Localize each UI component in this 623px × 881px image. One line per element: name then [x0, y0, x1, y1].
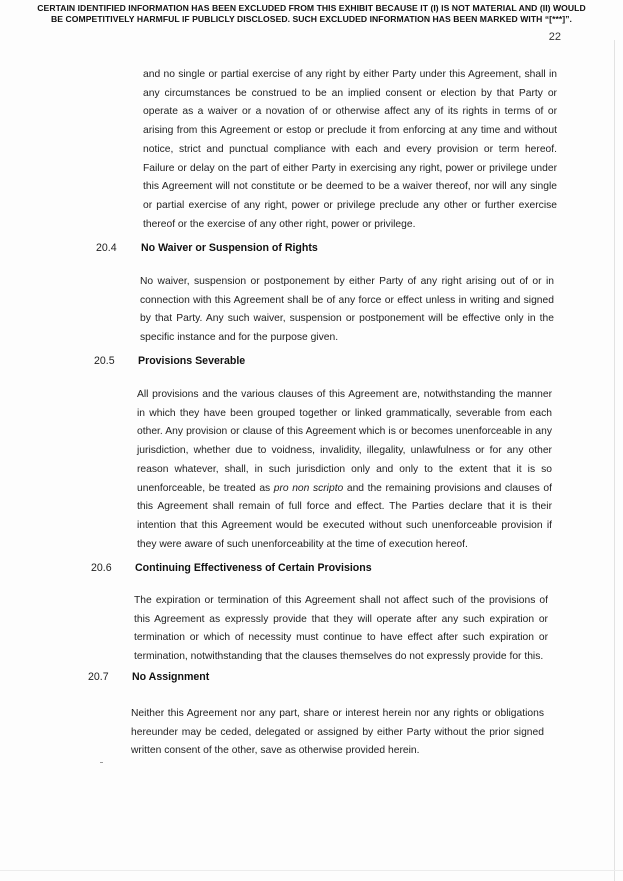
scan-mark: [100, 762, 103, 763]
section-heading: Provisions Severable: [138, 355, 246, 367]
latin-phrase: pro non scripto: [273, 482, 344, 494]
section-paragraph: The expiration or termination of this Agreement shall not affect such of the provisions of this Agreement as expressly provide that they will operate after any such expiration or termination or which of necessity must continue to have effect after such expiration or termination, notwithstanding that the clauses themselves do not expressly provide for this.: [134, 595, 548, 663]
severable-text-part-1: All provisions and the various clauses of this Agreement are, notwithstanding the manner in which they have been grouped together or linked grammatically, severable from each other. Any provision or clause of this Agreement which is or becomes unenforceable in any jurisdiction, whether due to voidness, invalidity, illegality, unlawfulness or for any other reason whatever, shall, in such jurisdiction only and only to the extent that it is so unenforceable, be treated as: [137, 389, 552, 494]
section-heading: No Waiver or Suspension of Rights: [141, 242, 318, 254]
section-paragraph: Neither this Agreement nor any part, share or interest herein nor any rights or obligations hereunder may be ceded, delegated or assigned by either Party without the prior signed written consent of the other, save as otherwise provided herein.: [131, 708, 544, 757]
section-number: 20.5: [94, 355, 115, 367]
continuation-paragraph: and no single or partial exercise of any right by either Party under this Agreement, shall in any circumstances be construed to be an implied consent or election by that Party or operate as a waiver or a novation of or otherwise affect any of its rights in terms of or arising from this Agreement or estop or preclude it from enforcing at any time and without notice, strict and punctual compliance with each and every provision or term hereof. Failure or delay on the part of either Party in exercising any right, power or privilege under this Agreement will not constitute or be deemed to be a waiver thereof, nor will any single or partial exercise of any right, power or privilege preclude any other or further exercise thereof or the exercise of any other right, power or privilege.: [143, 69, 557, 230]
section-heading: Continuing Effectiveness of Certain Provisions: [135, 562, 372, 574]
page-edge-line: [614, 40, 615, 881]
page-number: 22: [548, 31, 561, 43]
page-bottom-line: [0, 870, 623, 871]
section-paragraph: No waiver, suspension or postponement by either Party of any right arising out of or in connection with this Agreement shall be of any force or effect unless in writing and signed by that Party. Any such waiver, suspension or postponement will be effective only in the specific instance and for the purpose given.: [140, 276, 554, 344]
section-number: 20.4: [96, 242, 117, 254]
legend-line-1: CERTAIN IDENTIFIED INFORMATION HAS BEEN EXCLUDED FROM THIS EXHIBIT BECAUSE IT (I) IS NOT MATERIAL AND (II) WOULD: [37, 3, 586, 13]
legend-line-2: BE COMPETITIVELY HARMFUL IF PUBLICLY DISCLOSED. SUCH EXCLUDED INFORMATION HAS BEEN MARKED WITH “[***]”.: [51, 13, 572, 24]
section-number: 20.7: [88, 671, 109, 683]
section-number: 20.6: [91, 562, 112, 574]
section-paragraph: [137, 386, 552, 554]
confidentiality-legend: [18, 3, 605, 24]
severable-text-part-2: and the remaining provisions and clauses of this Agreement shall remain of full force and effect. The Parties declare that it is their intention that this Agreement would be executed without such unenforceable provision if they were aware of such unenforceability at the time of execution hereof.: [137, 482, 552, 550]
section-heading: No Assignment: [132, 671, 210, 683]
